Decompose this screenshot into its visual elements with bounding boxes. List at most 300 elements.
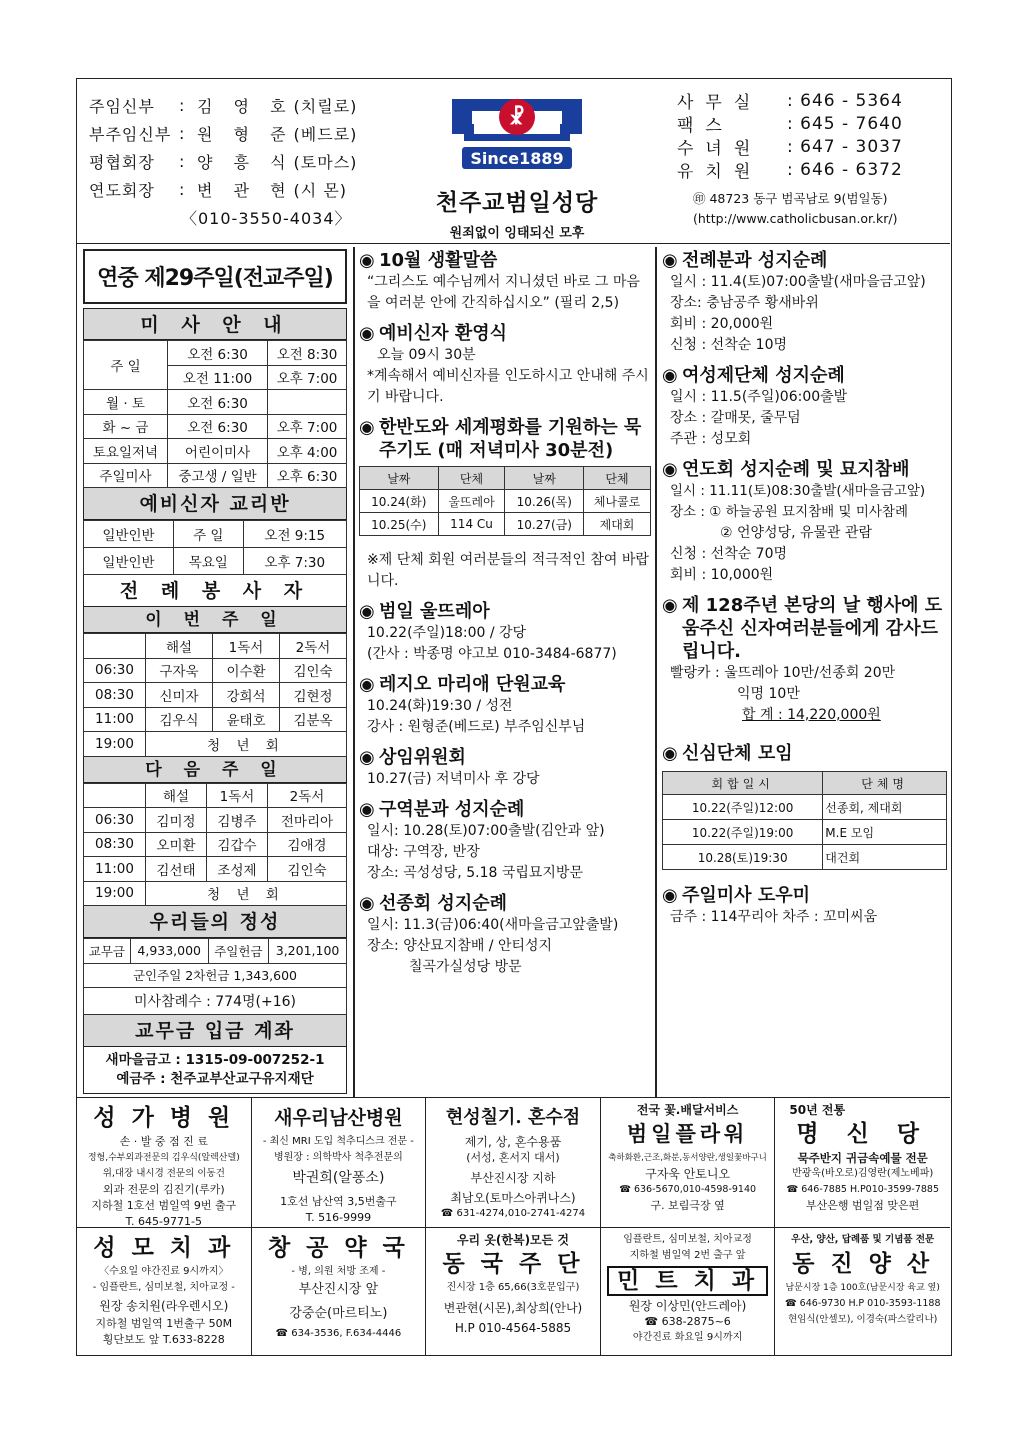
- section-text: *계속해서 예비신자를 인도하시고 안내해 주시기 바랍니다.: [367, 368, 649, 405]
- section-text: 회비 : 10,000원: [670, 567, 774, 583]
- staff-name: 원 형 준: [197, 124, 294, 144]
- section-text: 신청 : 선착순 70명: [670, 546, 788, 562]
- header-cell: 단체: [584, 467, 651, 490]
- section: [359, 322, 651, 408]
- yeondo-phone: 〈010-3550-4034〉: [181, 208, 352, 228]
- bullet-icon: ◉: [662, 459, 678, 480]
- section: [359, 798, 651, 884]
- cell: 군인주일 2차헌금 1,343,600: [84, 963, 347, 988]
- contact-label: 팩스: [677, 116, 734, 136]
- section-title: 여성제단체 성지순례: [682, 365, 845, 386]
- ad-title: 성 모 치 과: [93, 1234, 235, 1261]
- table-row: [84, 808, 347, 833]
- ad-line: 50년 전통: [789, 1103, 846, 1117]
- next-week-heading: 다 음 주 일: [83, 757, 347, 783]
- header-cell: 2독서: [267, 783, 346, 808]
- ad-title: 범일플라워: [626, 1121, 749, 1146]
- cell: 3,201,100: [269, 939, 347, 964]
- table-row: [84, 988, 347, 1015]
- church-logo: [442, 89, 592, 174]
- ad-myungsin: [775, 1098, 950, 1227]
- section-text: 일시 : 11.11(토)08:30출발(새마을금고앞): [670, 483, 926, 499]
- ad-line: 제기, 상, 혼수용품: [464, 1135, 562, 1149]
- header-cell: 1독서: [206, 783, 267, 808]
- cell: 06:30: [84, 658, 146, 683]
- staff-role: 부주임신부: [89, 124, 172, 144]
- cell: 청 년 회: [146, 881, 347, 906]
- ad-line: 현임식(안셀모), 이경숙(파스칼리나): [788, 1314, 938, 1325]
- bullet-icon: ◉: [359, 799, 375, 820]
- table-row: [84, 939, 347, 964]
- bulletin-page: [76, 78, 952, 1356]
- church-name: 천주교범일성당: [435, 189, 599, 216]
- ad-hyunsung: [426, 1098, 601, 1227]
- mass-time: 어린이미사: [168, 439, 268, 464]
- ad-line: 외과 전문의 김진기(루카): [102, 1183, 225, 1196]
- cell: 윤태호: [213, 707, 280, 732]
- mass-table: [83, 340, 347, 488]
- contact-label: 사무실: [677, 93, 763, 113]
- section: [359, 892, 651, 978]
- ad-line: 부산은행 범일점 맞은편: [806, 1199, 920, 1212]
- cell: 06:30: [84, 808, 146, 833]
- contact-row: [677, 89, 947, 112]
- mass-time: 중고생 / 일반: [168, 463, 268, 488]
- cell: 11:00: [84, 857, 146, 882]
- section-text: ※제 단체 회원 여러분들의 적극적인 참여 바랍니다.: [367, 552, 649, 589]
- thanks-total: 합 계 : 14,220,000원: [742, 707, 881, 723]
- bullet-icon: ◉: [662, 743, 678, 764]
- attendance: 미사참례수 : 774명(+16): [84, 988, 347, 1015]
- ad-line: 변관현(시몬),최상희(안나): [443, 1301, 583, 1315]
- bullet-icon: ◉: [359, 674, 375, 695]
- table-row: [663, 795, 947, 820]
- ad-line: 강중순(마르티노): [289, 1306, 388, 1321]
- cell: 이수환: [213, 658, 280, 683]
- ad-dongjin-umbrella: [775, 1227, 950, 1356]
- servers-title: 전 례 봉 사 자: [83, 575, 347, 607]
- header-cell: 해설: [146, 634, 213, 659]
- ad-line: ☎ 638-2875~6: [644, 1315, 731, 1328]
- table-row: [84, 683, 347, 708]
- section: [359, 746, 651, 790]
- catechumen-time: 오후 7:30: [243, 548, 346, 575]
- table-row: [84, 832, 347, 857]
- cell: 11:00: [84, 707, 146, 732]
- header-cell: 날짜: [505, 467, 584, 490]
- ad-line: - 최신 MRI 도입 척추디스크 전문 -: [262, 1136, 414, 1147]
- section: [359, 249, 651, 314]
- section-title: 범일 울뜨레아: [379, 601, 490, 622]
- table-row: [360, 490, 651, 513]
- table-row: [84, 439, 347, 464]
- catechumen-time: 오전 9:15: [243, 521, 346, 548]
- ad-line: 지하철 범일역 1번출구 50M: [95, 1317, 233, 1330]
- section-text: “그리스도 예수님께서 지니셨던 바로 그 마음을 여러분 안에 간직하십시오” (필리 2,5): [367, 274, 640, 311]
- section-text: 빨랑카 : 울뜨레아 10만/선종회 20만: [670, 665, 896, 681]
- section-text: 10.27(금) 저녁미사 후 강당: [367, 771, 540, 787]
- staff-role: 평협회장: [89, 152, 155, 172]
- column-divider: [353, 247, 355, 1097]
- cell: 김인숙: [267, 857, 346, 882]
- mass-time: 오전 6:30: [168, 414, 268, 439]
- table-row: [663, 820, 947, 845]
- cell: 10.25(수): [360, 513, 439, 536]
- ad-line: 구자욱 안토니오: [645, 1167, 731, 1181]
- ad-line: H.P 010-4564-5885: [454, 1321, 572, 1335]
- ad-line: 원장 이상민(안드레아): [628, 1299, 747, 1313]
- section: [662, 249, 947, 356]
- cell: 체나콜로: [584, 490, 651, 513]
- section-text: 회비 : 20,000원: [670, 316, 774, 332]
- mass-time: 오후 4:00: [268, 439, 347, 464]
- contact-label: 수녀원: [677, 139, 763, 159]
- ad-line: 우산, 양산, 답례품 및 기념품 전문: [791, 1234, 935, 1245]
- staff-row: [89, 203, 369, 231]
- section: [662, 364, 947, 450]
- contact-number: : 646 - 5364: [787, 90, 903, 111]
- staff-row: 부주임신부 : 원 형 준 (베드로): [89, 123, 358, 144]
- cell: 김인숙: [280, 658, 347, 683]
- section-text: ② 언양성당, 유물관 관람: [720, 525, 873, 541]
- cell: 08:30: [84, 683, 146, 708]
- ad-line: 임플란트, 심미보철, 치아교정: [623, 1234, 752, 1245]
- column-divider: [655, 247, 657, 1097]
- account-number: 새마을금고 : 1315-09-007252-1: [105, 1052, 325, 1068]
- header-cell: 날짜: [360, 467, 439, 490]
- table-row: [84, 881, 347, 906]
- ad-line: T. 645-9771-5: [125, 1215, 202, 1227]
- ad-line: 반광욱(바오로)김영란(제노베파): [792, 1168, 934, 1179]
- account-title: 교무금 입금 계좌: [83, 1015, 347, 1047]
- ad-line: 우리 옷(한복)모든 것: [456, 1233, 570, 1247]
- ad-line: 1호선 남산역 3,5번출구: [280, 1195, 397, 1208]
- cell: 10.22(주일)12:00: [663, 795, 823, 820]
- offering-title: 우리들의 정성: [83, 906, 347, 938]
- cell: 10.26(목): [505, 490, 584, 513]
- cell: 10.28(토)19:30: [663, 845, 823, 870]
- left-column: [83, 249, 347, 1094]
- contact-number: : 645 - 7640: [787, 113, 903, 134]
- sunday-title: 연중 제29주일(전교주일): [83, 249, 347, 304]
- ad-title: 새우리남산병원: [274, 1107, 403, 1129]
- section-text: 강사 : 원형준(베드로) 부주임신부님: [367, 719, 586, 735]
- staff-row: 평협회장 : 양 흥 식 (토마스): [89, 151, 358, 172]
- ad-line: 횡단보도 앞 T.633-8228: [102, 1333, 225, 1346]
- ad-line: 원장 송치원(라우렌시오): [99, 1299, 229, 1313]
- bullet-icon: ◉: [662, 250, 678, 271]
- cell: 전마리아: [267, 808, 346, 833]
- section: [662, 884, 947, 928]
- cell: 김선태: [146, 857, 207, 882]
- cell: 김병주: [206, 808, 267, 833]
- section-text: 장소 : 갈매못, 줄무덤: [670, 410, 801, 426]
- contact-row: [677, 158, 947, 181]
- ad-line: 지하철 1호선 범일역 9번 출구: [91, 1199, 237, 1212]
- ad-line: 묵주반지 귀금속예물 전문: [797, 1151, 928, 1165]
- section-title: 제 128주년 본당의 날 행사에 도움주신 신자여러분들에게 감사드립니다.: [682, 595, 943, 662]
- cell: 19:00: [84, 881, 146, 906]
- section: [359, 600, 651, 665]
- ad-line: 진시장 1층 65,66(3호문입구): [446, 1282, 580, 1293]
- section: [359, 416, 651, 592]
- section-text: 금주 : 114꾸리아 차주 : 꼬미씨움: [670, 909, 878, 925]
- section-text: 일시 : 11.5(주일)06:00출발: [670, 389, 848, 405]
- mass-time: 오전 8:30: [268, 341, 347, 366]
- section-text: 10.24(화)19:30 / 성전: [367, 698, 513, 714]
- ad-beomil-flower: [601, 1098, 776, 1227]
- table-row: [84, 341, 347, 366]
- logo-text: Since1889: [470, 149, 564, 168]
- table-row: [360, 467, 651, 490]
- section-title: 구역분과 성지순례: [379, 799, 525, 820]
- section: [662, 594, 947, 726]
- section-text: 일시 : 11.4(토)07:00출발(새마을금고앞): [670, 274, 926, 290]
- contact-label: 유치원: [677, 162, 763, 182]
- table-row: [84, 658, 347, 683]
- ad-line: ☎ 636-5670,010-4598-9140: [619, 1184, 757, 1195]
- staff-baptismal: (치릴로): [293, 96, 358, 116]
- ad-line: ☎ 634-3536, F.634-4446: [275, 1328, 402, 1339]
- ad-title: 명 신 당: [796, 1120, 930, 1147]
- header-cell: 회합일시: [663, 772, 823, 795]
- table-row: [84, 857, 347, 882]
- section-title: 전례분과 성지순례: [682, 250, 828, 271]
- cell: 08:30: [84, 832, 146, 857]
- mass-time: 오후 7:00: [268, 414, 347, 439]
- section-text: 장소 : ① 하늘공원 묘지참배 및 미사참례: [670, 504, 909, 520]
- contact-number: : 647 - 3037: [787, 136, 903, 157]
- cell: 김우식: [146, 707, 213, 732]
- ad-line: 최남오(토마스아퀴나스): [450, 1191, 576, 1205]
- bullet-icon: ◉: [359, 250, 375, 271]
- table-row: [84, 521, 347, 548]
- staff-role: 주임신부: [89, 96, 155, 116]
- table-row: [84, 634, 347, 659]
- bullet-icon: ◉: [359, 323, 375, 344]
- catechumen-class: 일반인반: [84, 521, 174, 548]
- mass-time: [268, 390, 347, 415]
- table-row: [84, 390, 347, 415]
- contact-list: [677, 89, 947, 229]
- header-cell: 1독서: [213, 634, 280, 659]
- cell: 김현정: [280, 683, 347, 708]
- ad-line: 손 · 발 중 점 진 료: [119, 1135, 208, 1148]
- bullet-icon: ◉: [662, 365, 678, 386]
- ad-line: T. 516-9999: [305, 1211, 372, 1224]
- cell: 제대회: [584, 513, 651, 536]
- cell: 김애경: [267, 832, 346, 857]
- section-title: 선종회 성지순례: [379, 893, 507, 914]
- church-website[interactable]: (http://www.catholicbusan.or.kr/): [693, 211, 898, 226]
- table-row: [663, 845, 947, 870]
- ad-line: 구. 보림극장 옆: [650, 1199, 725, 1212]
- ad-line: 박권희(알퐁소): [292, 1170, 385, 1186]
- bullet-icon: ◉: [359, 747, 375, 768]
- catechumen-table: [83, 520, 347, 575]
- contact-row: [677, 112, 947, 135]
- ad-saeuri-hospital: [252, 1098, 427, 1227]
- section-title: 예비신자 환영식: [379, 323, 507, 344]
- ad-title: 민 트 치 과: [607, 1266, 768, 1296]
- header-cell: 해설: [146, 783, 207, 808]
- cell: 조성제: [206, 857, 267, 882]
- table-row: [84, 414, 347, 439]
- ads-grid: [77, 1097, 950, 1355]
- cell: 대건회: [823, 845, 947, 870]
- cell: 김갑수: [206, 832, 267, 857]
- ad-title: 동 국 주 단: [442, 1250, 584, 1277]
- staff-name: 변 관 현: [197, 180, 294, 200]
- cell: 구자욱: [146, 658, 213, 683]
- table-row: [84, 963, 347, 988]
- table-row: [84, 707, 347, 732]
- ad-title: 동 진 양 산: [792, 1250, 934, 1277]
- section-text: 주관 : 성모회: [670, 431, 752, 447]
- section-text: 일시: 10.28(토)07:00출발(김안과 앞): [367, 823, 605, 839]
- section: [662, 742, 947, 870]
- staff-baptismal: (시 몬): [293, 180, 348, 200]
- mass-day: 화 ~ 금: [84, 414, 168, 439]
- mass-time: 오후 7:00: [268, 365, 347, 390]
- cell: 오미환: [146, 832, 207, 857]
- table-row: [360, 513, 651, 536]
- ad-line: 정형,수부외과전문의 김우식(알렉산델): [87, 1153, 240, 1163]
- ad-dongguk-judan: [426, 1227, 601, 1356]
- section-title: 상임위원회: [379, 747, 466, 768]
- cell: 주일헌금: [208, 939, 268, 964]
- svg-text:☧: ☧: [509, 105, 525, 129]
- mass-day: 주 일: [84, 341, 168, 390]
- section: [359, 673, 651, 738]
- staff-baptismal: (토마스): [293, 152, 358, 172]
- staff-row: 연도회장 : 변 관 현 (시 몬): [89, 179, 348, 200]
- cell: 10.24(화): [360, 490, 439, 513]
- section-title: 신심단체 모임: [682, 743, 793, 764]
- bullet-icon: ◉: [359, 893, 375, 914]
- ad-line: 전국 꽃.배달서비스: [636, 1103, 739, 1117]
- section-title: 레지오 마리애 단원교육: [379, 674, 566, 695]
- cell: 10.27(금): [505, 513, 584, 536]
- ad-title: 성 가 병 원: [93, 1104, 235, 1131]
- staff-row: 주임신부 : 김 영 호 (치릴로): [89, 95, 358, 116]
- section-title: 연도회 성지순례 및 묘지참배: [682, 459, 910, 480]
- ad-line: - 병, 의원 처방 조제 -: [291, 1266, 386, 1277]
- section-text: 오늘 09시 30분: [377, 347, 476, 363]
- cell: M.E 모임: [823, 820, 947, 845]
- catechumen-class: 일반인반: [84, 548, 174, 575]
- mass-time: 오전 6:30: [168, 341, 268, 366]
- header-cell: 2독서: [280, 634, 347, 659]
- catechumen-title: 예비신자 교리반: [83, 488, 347, 520]
- section-title: 주일미사 도우미: [682, 885, 810, 906]
- ad-line: - 임플란트, 심미보철, 치아교정 -: [92, 1282, 235, 1293]
- account-owner: 예금주 : 천주교부산교구유지재단: [116, 1071, 314, 1087]
- section-text: 장소: 곡성성당, 5.18 국립묘지방문: [367, 865, 583, 881]
- bullet-icon: ◉: [359, 601, 375, 622]
- mass-time: 오후 6:30: [268, 463, 347, 488]
- catechumen-day: 주 일: [174, 521, 243, 548]
- table-row: [84, 783, 347, 808]
- cell: 울뜨레아: [438, 490, 505, 513]
- right-column: [662, 249, 947, 936]
- meeting-table: [662, 771, 947, 870]
- church-brand: [407, 89, 627, 241]
- catechumen-day: 목요일: [174, 548, 243, 575]
- cell: 신미자: [146, 683, 213, 708]
- table-row: [84, 732, 347, 757]
- ad-line: 축하화환,근조,화분,동서양란,생일꽃바구니: [608, 1153, 767, 1163]
- section-text: 신청 : 선착순 10명: [670, 337, 788, 353]
- ad-line: 지하철 범일역 2번 출구 앞: [629, 1250, 746, 1261]
- ad-title: 창 공 약 국: [267, 1234, 409, 1261]
- cell: 김미정: [146, 808, 207, 833]
- cell: 4,933,000: [130, 939, 208, 964]
- section-title: 한반도와 세계평화를 기원하는 묵주기도 (매 저녁미사 30분전): [379, 417, 642, 461]
- cell: 114 Cu: [438, 513, 505, 536]
- ad-line: ☎ 631-4274,010-2741-4274: [440, 1208, 586, 1219]
- cell: 김분옥: [280, 707, 347, 732]
- ad-line: (서성, 혼서지 대서): [466, 1151, 560, 1164]
- mass-time: 오전 11:00: [168, 365, 268, 390]
- staff-name: 양 흥 식: [197, 152, 294, 172]
- contact-number: : 646 - 6372: [787, 159, 903, 180]
- section-text: 장소: 양산묘지참배 / 안티성지: [367, 938, 553, 954]
- ad-line: 야간진료 화요일 9시까지: [632, 1332, 743, 1343]
- section-text: 칠곡가실성당 방문: [409, 959, 522, 975]
- ad-line: 남문시장 1층 100호(남문시장 육교 옆): [785, 1283, 940, 1293]
- bullet-icon: ◉: [359, 417, 375, 438]
- offering-table: [83, 938, 347, 1015]
- this-week-heading: 이 번 주 일: [83, 607, 347, 633]
- section-title: 10월 생활말씀: [379, 250, 498, 271]
- table-row: [84, 463, 347, 488]
- table-row: [84, 548, 347, 575]
- contact-row: [677, 135, 947, 158]
- church-address: ㊞ 48723 동구 범곡남로 9(범일동): [693, 191, 888, 206]
- header: [77, 79, 950, 244]
- bullet-icon: ◉: [662, 885, 678, 906]
- section-text: 10.22(주일)18:00 / 강당: [367, 625, 527, 641]
- next-week-servers: [83, 783, 347, 907]
- prayer-table: [359, 466, 651, 536]
- mass-time: 오전 6:30: [168, 390, 268, 415]
- ad-line: 부산진시장 지하: [470, 1171, 556, 1185]
- ad-line: 〈수요일 야간진료 9시까지〉: [99, 1266, 229, 1277]
- mass-day: 월 · 토: [84, 390, 168, 415]
- this-week-servers: [83, 633, 347, 757]
- ad-sungmo-dental: [77, 1227, 252, 1356]
- ad-title: 현성칠기. 혼수점: [445, 1107, 581, 1128]
- church-motto: 원죄없이 잉태되신 모후: [449, 226, 585, 241]
- section-text: 장소: 충남공주 황새바위: [670, 295, 819, 311]
- section: [662, 458, 947, 586]
- staff-list: [89, 91, 369, 231]
- ad-line: 부산진시장 앞: [298, 1282, 379, 1297]
- ad-line: ☎ 646-7885 H.P010-3599-7885: [786, 1184, 940, 1195]
- cell: 선종회, 제대회: [823, 795, 947, 820]
- mass-day: 주일미사: [84, 463, 168, 488]
- middle-column: [359, 249, 651, 986]
- section-text: 익명 10만: [737, 686, 800, 702]
- mass-title: 미 사 안 내: [83, 308, 347, 340]
- section-text: 일시: 11.3(금)06:40(새마을금고앞출발): [367, 917, 619, 933]
- staff-baptismal: (베드로): [293, 124, 358, 144]
- header-cell: 단체명: [823, 772, 947, 795]
- cell: 10.22(주일)19:00: [663, 820, 823, 845]
- ad-line: 병원장 : 의학박사 척추전문의: [273, 1152, 403, 1163]
- cell: 19:00: [84, 732, 146, 757]
